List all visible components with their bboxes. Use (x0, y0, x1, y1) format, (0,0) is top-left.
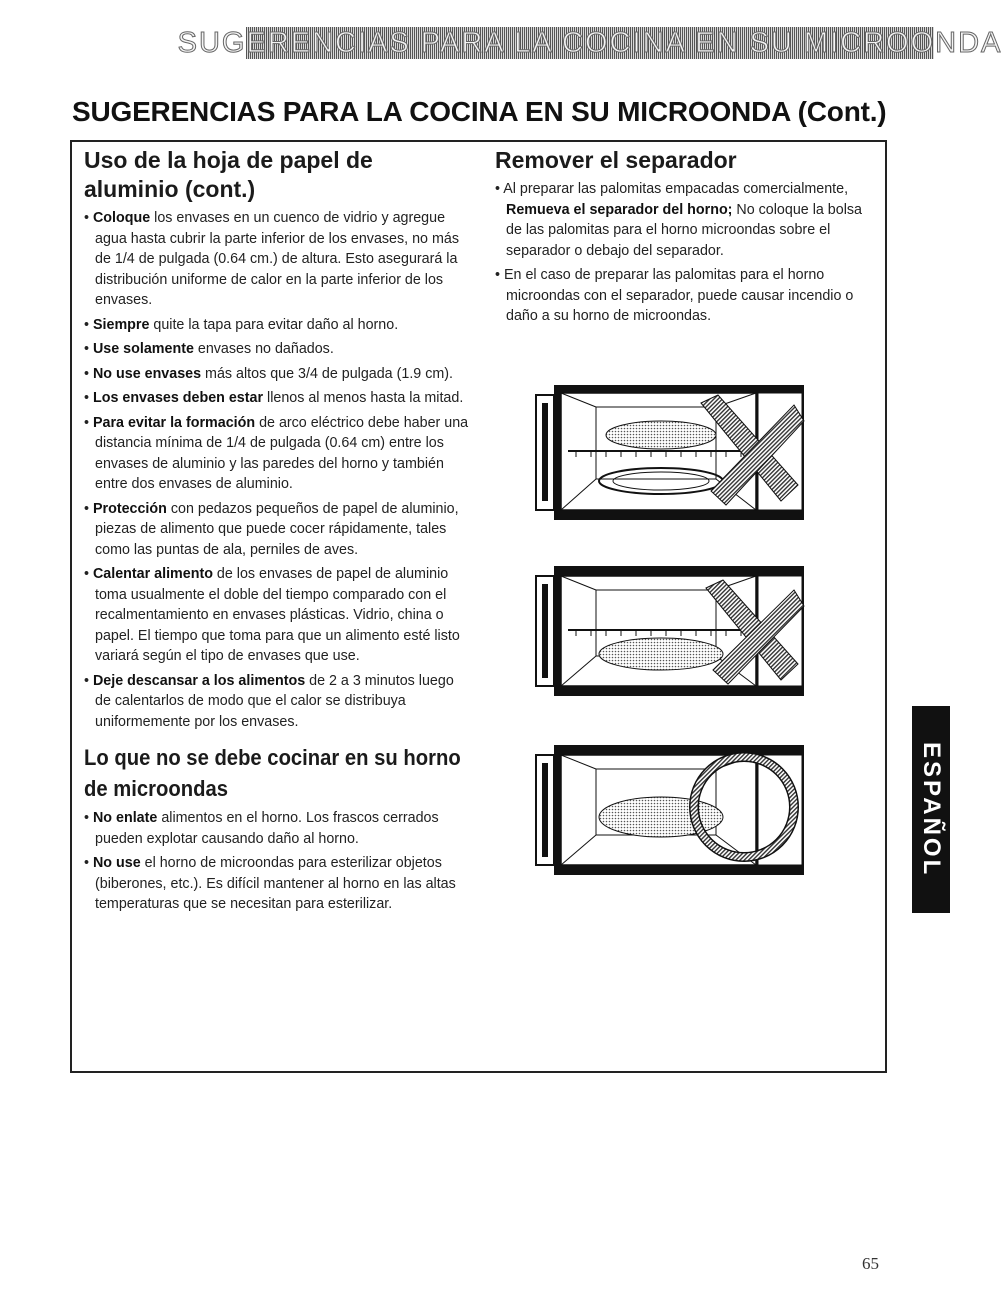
aluminio-list (84, 208, 469, 732)
item-lead: Deje descansar a los alimentos (92, 672, 306, 689)
section-heading-no-cocinar: Lo que no se debe cocinar en su horno de microondas (84, 745, 461, 801)
list-item (84, 364, 469, 385)
page-number: 65 (862, 1254, 879, 1273)
item-text: En el caso de preparar las palomitas para el horno microondas con el separador, puede causar incendio o daño a su horno de microondas. (503, 267, 854, 324)
banner-text: SUGERENCIAS PARA LA COCINA EN SU MICROONDA (177, 26, 1002, 59)
item-text: de los envases de papel de aluminio toma usualmente el doble del tiempo comparado con el recalmentamiento en envases plásticas. Vidrio, china o papel. El tiempo que toma para que un alimento esté listo variará según el tipo de envases que use. (95, 566, 460, 664)
list-item (495, 265, 870, 327)
item-text: con pedazos pequeños de papel de aluminio, piezas de alimento que puede cocer rápidamente, tales como las puntas de ala, perniles de aves. (95, 500, 459, 558)
item-pre: Al preparar las palomitas empacadas comercialmente, (503, 181, 849, 197)
item-lead: Remueva el separador del horno; (506, 201, 733, 218)
item-lead: Los envases deben estar (92, 390, 264, 406)
item-text: alimentos en el horno. Los frascos cerrados pueden explotar causando daño al horno. (95, 810, 439, 847)
list-item (84, 853, 469, 915)
item-text: el horno de microondas para esterilizar objetos (biberones, etc.). Es difícil mantener al horno en las altas temperaturas que se necesitan para esterilizar. (95, 855, 456, 912)
item-lead: Protección (92, 500, 167, 517)
item-lead: No enlate (92, 810, 158, 826)
item-lead: Coloque (92, 210, 151, 226)
item-lead: No use (92, 855, 141, 871)
section-heading-separador: Remover el separador (495, 147, 737, 173)
item-lead: Para evitar la formación (92, 414, 256, 431)
list-item (84, 499, 469, 561)
list-item (84, 671, 469, 733)
item-text: quite la tapa para evitar daño al horno. (149, 316, 399, 333)
item-text: de 2 a 3 minutos luego de calentarlos de modo que el calor se distribuya uniformemente por los envases. (95, 672, 454, 730)
oven-popcorn-on-rack-crossed-icon (536, 385, 806, 520)
item-text: más altos que 3/4 de pulgada (1.9 cm). (201, 365, 454, 382)
list-item (84, 315, 469, 336)
no-cocinar-list (84, 808, 469, 915)
separador-list (495, 179, 870, 327)
oven-popcorn-no-rack-correct-icon (536, 745, 806, 880)
list-item (84, 808, 469, 849)
language-tab-label: ESPAÑOL (918, 741, 945, 878)
list-item (84, 339, 469, 360)
oven-popcorn-under-rack-crossed-icon (536, 566, 806, 701)
item-text: de arco eléctrico debe haber una distancia mínima de 1/4 de pulgada (0.64 cm) entre los envases de aluminio y las paredes del horno y también entre dos envases de aluminio. (95, 414, 469, 492)
language-tab (912, 706, 950, 913)
left-column (84, 146, 469, 919)
right-column (495, 146, 870, 331)
list-item (84, 388, 469, 409)
header-banner (177, 26, 1002, 59)
item-lead: Siempre (92, 316, 150, 333)
list-item (84, 208, 469, 311)
item-lead: No use envases (92, 365, 202, 382)
list-item (84, 564, 469, 667)
item-text: envases no dañados. (193, 341, 334, 357)
section-heading-aluminio: Uso de la hoja de papel de aluminio (cont.) (84, 147, 373, 202)
item-lead: Calentar alimento (92, 566, 213, 582)
item-text: los envases en un cuenco de vidrio y agregue agua hasta cubrir la parte inferior de los envases, no más de 1/4 de pulgada (0.64 cm.) de altura. Esto asegurará la distribución uniforme de calor en la parte inferior de los envases. (95, 210, 459, 308)
page-title: SUGERENCIAS PARA LA COCINA EN SU MICROONDA (Cont.) (72, 96, 887, 127)
item-lead: Use solamente (92, 341, 194, 357)
list-item (495, 179, 870, 261)
list-item (84, 413, 469, 495)
item-text: llenos al menos hasta la mitad. (263, 390, 464, 406)
item-text: No coloque la bolsa de las palomitas para el horno microondas sobre el separador o debajo del separador. (506, 201, 862, 259)
